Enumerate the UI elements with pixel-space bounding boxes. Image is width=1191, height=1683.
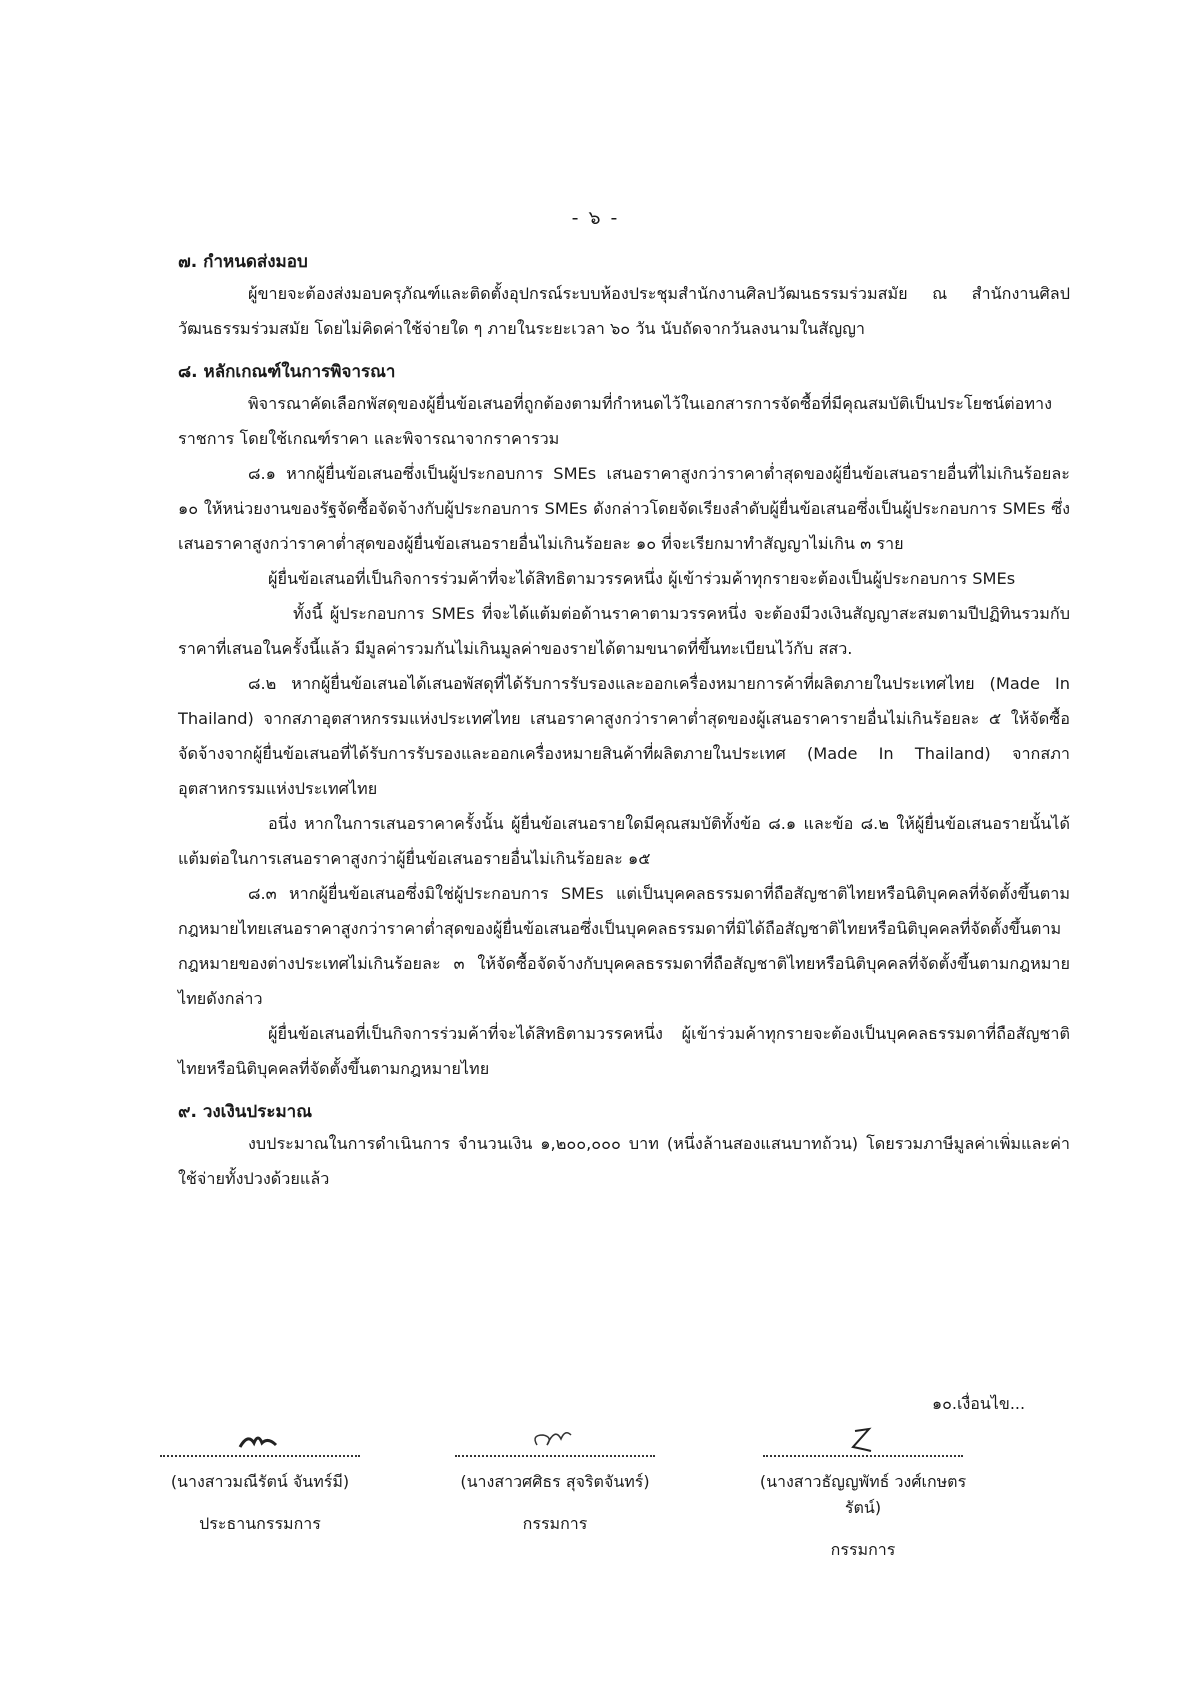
signature-line	[455, 1453, 655, 1457]
signature-mark-2	[525, 1425, 585, 1453]
section-8-2-paragraph: ๘.๒ หากผู้ยื่นข้อเสนอได้เสนอพัสดุที่ได้รับการรับรองและออกเครื่องหมายการค้าที่ผลิตภายในประเทศไทย (Made In Thailand) จากสภาอุตสาหกรรมแห่งประเทศไทย เสนอราคาสูงกว่าราคาต่ำสุดของผู้เสนอราคารายอื่นไม่เกินร้อยละ ๕ ให้จัดซื้อจัดจ้างจากผู้ยื่นข้อเสนอที่ได้รับการรับรองและออกเครื่องหมายสินค้าที่ผลิตภายในประเทศ (Made In Thailand) จากสภาอุตสาหกรรมแห่งประเทศไทย	[178, 674, 1070, 798]
section-8-1-note: ทั้งนี้ ผู้ประกอบการ SMEs ที่จะได้แต้มต่อด้านราคาตามวรรคหนึ่ง จะต้องมีวงเงินสัญญาสะสมตามปีปฏิทินรวมกับราคาที่เสนอในครั้งนี้แล้ว มีมูลค่ารวมกันไม่เกินมูลค่าของรายได้ตามขนาดที่ขึ้นทะเบียนไว้กับ สสว.	[178, 604, 1070, 658]
section-8-3-paragraph: ๘.๓ หากผู้ยื่นข้อเสนอซึ่งมิใช่ผู้ประกอบการ SMEs แต่เป็นบุคคลธรรมดาที่ถือสัญชาติไทยหรือนิติบุคคลที่จัดตั้งขึ้นตามกฎหมายไทยเสนอราคาสูงกว่าราคาต่ำสุดของผู้ยื่นข้อเสนอซึ่งเป็นบุคคลธรรมดาที่มิได้ถือสัญชาติไทยหรือนิติบุคคลที่จัดตั้งขึ้นตามกฎหมายของต่างประเทศไม่เกินร้อยละ ๓ ให้จัดซื้อจัดจ้างกับบุคคลธรรมดาที่ถือสัญชาติไทยหรือนิติบุคคลที่จัดตั้งขึ้นตามกฎหมายไทยดังกล่าว	[178, 884, 1070, 1008]
section-9-paragraph: งบประมาณในการดำเนินการ จำนวนเงิน ๑,๒๐๐,๐๐๐ บาท (หนึ่งล้านสองแสนบาทถ้วน) โดยรวมภาษีมูลค่าเพิ่มและค่าใช้จ่ายทั้งปวงด้วยแล้ว	[178, 1134, 1070, 1188]
signatory-role: ประธานกรรมการ	[199, 1514, 321, 1533]
signatory-role: กรรมการ	[522, 1514, 588, 1533]
section-8-heading: ๘. หลักเกณฑ์ในการพิจารณา	[178, 362, 396, 382]
page-number: - ๖ -	[571, 207, 620, 229]
signature-block-member-1	[440, 1425, 670, 1537]
signature-block-member-2	[748, 1425, 978, 1563]
section-9-heading: ๙. วงเงินประมาณ	[178, 1102, 312, 1122]
section-8-paragraph-1: พิจารณาคัดเลือกพัสดุของผู้ยื่นข้อเสนอที่ถูกต้องตามที่กำหนดไว้ในเอกสารการจัดซื้อที่มีคุณสมบัติเป็นประโยชน์ต่อทางราชการ โดยใช้เกณฑ์ราคา และพิจารณาจากราคารวม	[178, 394, 1053, 448]
continuation-marker: ๑๐.เงื่อนไข...	[932, 1394, 1026, 1413]
section-8-2-additional: อนึ่ง หากในการเสนอราคาครั้งนั้น ผู้ยื่นข้อเสนอรายใดมีคุณสมบัติทั้งข้อ ๘.๑ และข้อ ๘.๒ ให้ผู้ยื่นข้อเสนอรายนั้นได้แต้มต่อในการเสนอราคาสูงกว่าผู้ยื่นข้อเสนอรายอื่นไม่เกินร้อยละ ๑๕	[178, 814, 1070, 868]
signatory-name: (นางสาวธัญญพัทธ์ วงศ์เกษตรรัตน์)	[759, 1472, 967, 1517]
signatory-name: (นางสาวศศิธร สุจริตจันทร์)	[460, 1472, 650, 1491]
signature-line	[763, 1453, 963, 1457]
signature-block-chairman	[145, 1425, 375, 1537]
signatory-role: กรรมการ	[830, 1540, 896, 1559]
section-8-1-paragraph: ๘.๑ หากผู้ยื่นข้อเสนอซึ่งเป็นผู้ประกอบการ SMEs เสนอราคาสูงกว่าราคาต่ำสุดของผู้ยื่นข้อเสนอรายอื่นที่ไม่เกินร้อยละ ๑๐ ให้หน่วยงานของรัฐจัดซื้อจัดจ้างกับผู้ประกอบการ SMEs ดังกล่าวโดยจัดเรียงลำดับผู้ยื่นข้อเสนอซึ่งเป็นผู้ประกอบการ SMEs ซึ่งเสนอราคาสูงกว่าราคาต่ำสุดของผู้ยื่นข้อเสนอรายอื่นไม่เกินร้อยละ ๑๐ ที่จะเรียกมาทำสัญญาไม่เกิน ๓ ราย	[178, 464, 1070, 553]
signature-mark-3	[833, 1425, 893, 1453]
signature-line	[160, 1453, 360, 1457]
section-7-heading: ๗. กำหนดส่งมอบ	[178, 252, 308, 272]
section-8-3-joint-venture: ผู้ยื่นข้อเสนอที่เป็นกิจการร่วมค้าที่จะได้สิทธิตามวรรคหนึ่ง ผู้เข้าร่วมค้าทุกรายจะต้องเป็นบุคคลธรรมดาที่ถือสัญชาติไทยหรือนิติบุคคลที่จัดตั้งขึ้นตามกฎหมายไทย	[178, 1024, 1070, 1078]
signature-mark-1	[230, 1425, 290, 1453]
section-8-1-joint-venture: ผู้ยื่นข้อเสนอที่เป็นกิจการร่วมค้าที่จะได้สิทธิตามวรรคหนึ่ง ผู้เข้าร่วมค้าทุกรายจะต้องเป็นผู้ประกอบการ SMEs	[268, 569, 1016, 588]
document-body	[178, 248, 1070, 1196]
signatory-name: (นางสาวมณีรัตน์ จันทร์มี)	[170, 1472, 350, 1491]
section-7-paragraph: ผู้ขายจะต้องส่งมอบครุภัณฑ์และติดตั้งอุปกรณ์ระบบห้องประชุมสำนักงานศิลปวัฒนธรรมร่วมสมัย ณ สำนักงานศิลปวัฒนธรรมร่วมสมัย โดยไม่คิดค่าใช้จ่ายใด ๆ ภายในระยะเวลา ๖๐ วัน นับถัดจากวันลงนามในสัญญา	[178, 284, 1070, 338]
